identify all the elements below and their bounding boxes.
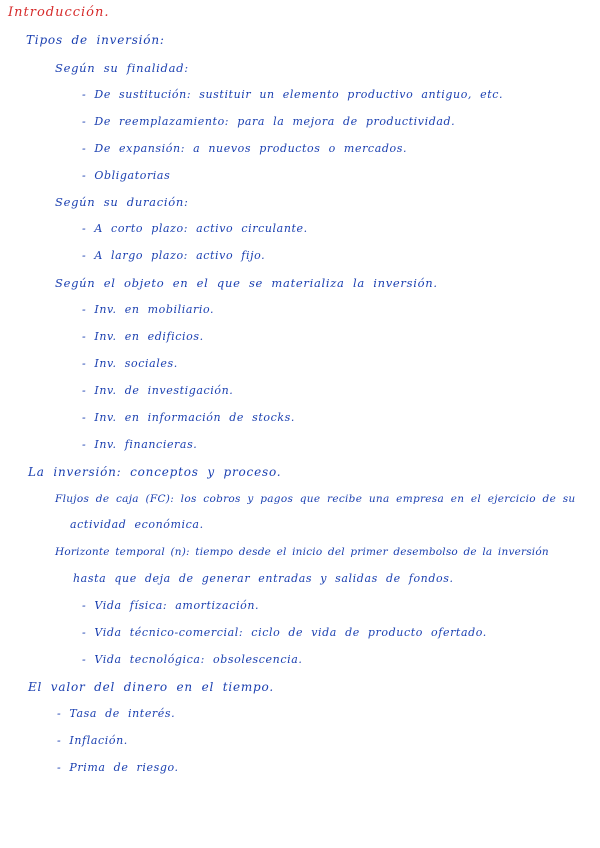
heading-la-inversion: La inversión: conceptos y proceso. xyxy=(28,465,282,479)
definition-flujos-de-caja-continued: actividad económica. xyxy=(70,518,204,531)
definition-flujos-de-caja: Flujos de caja (FC): los cobros y pagos que recibe una empresa en el ejercicio de su xyxy=(55,493,576,505)
list-item: - Inv. financieras. xyxy=(82,438,198,451)
list-item: - Inv. sociales. xyxy=(82,357,178,370)
list-item: - A largo plazo: activo fijo. xyxy=(82,249,266,262)
list-item: - Inv. de investigación. xyxy=(82,384,234,397)
list-item: - Inv. en información de stocks. xyxy=(82,411,295,424)
definition-horizonte-temporal-continued: hasta que deja de generar entradas y salidas de fondos. xyxy=(73,572,454,585)
list-item: - Tasa de interés. xyxy=(57,707,176,720)
subheading-segun-duracion: Según su duración: xyxy=(55,195,189,209)
subheading-segun-objeto: Según el objeto en el que se materializa la inversión. xyxy=(55,276,438,290)
list-item: - Vida física: amortización. xyxy=(82,599,260,612)
list-item: - Prima de riesgo. xyxy=(57,761,179,774)
list-item: - De sustitución: sustituir un elemento productivo antiguo, etc. xyxy=(82,88,504,101)
heading-tipos-de-inversion: Tipos de inversión: xyxy=(26,33,165,47)
list-item: - Inv. en edificios. xyxy=(82,330,204,343)
list-item: - Vida tecnológica: obsolescencia. xyxy=(82,653,303,666)
subheading-segun-finalidad: Según su finalidad: xyxy=(55,61,189,75)
list-item: - Obligatorias xyxy=(82,169,171,182)
list-item: - De expansión: a nuevos productos o mercados. xyxy=(82,142,408,155)
page-title: Introducción. xyxy=(8,5,110,20)
definition-horizonte-temporal: Horizonte temporal (n): tiempo desde el inicio del primer desembolso de la inversión xyxy=(55,546,549,558)
list-item: - De reemplazamiento: para la mejora de productividad. xyxy=(82,115,456,128)
list-item: - Inv. en mobiliario. xyxy=(82,303,215,316)
list-item: - Inflación. xyxy=(57,734,128,747)
list-item: - Vida técnico-comercial: ciclo de vida de producto ofertado. xyxy=(82,626,487,639)
heading-valor-del-dinero: El valor del dinero en el tiempo. xyxy=(28,680,274,694)
list-item: - A corto plazo: activo circulante. xyxy=(82,222,308,235)
